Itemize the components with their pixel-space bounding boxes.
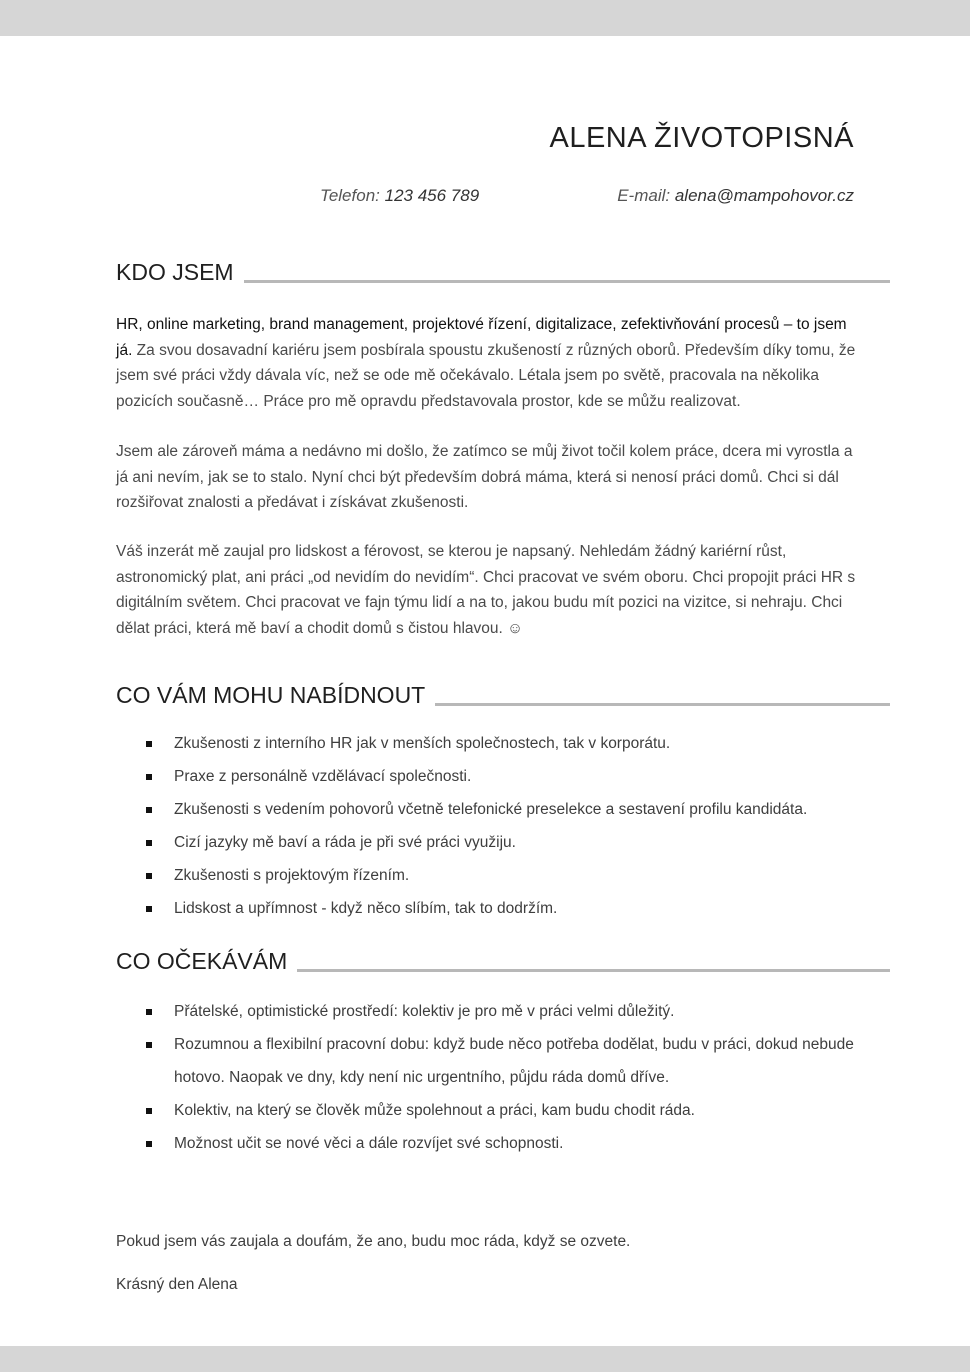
section-about: [116, 255, 890, 289]
list-item: Lidskost a upřímnost - když něco slíbím, tak to dodržím.: [116, 892, 876, 925]
list-item: Praxe z personálně vzdělávací společnosti.: [116, 760, 876, 793]
list-item: Možnost učit se nové věci a dále rozvíjet své schopnosti.: [116, 1127, 876, 1160]
section-title-expect: CO OČEKÁVÁM: [116, 944, 297, 978]
about-rest: Za svou dosavadní kariéru jsem posbírala spoustu zkušeností z různých oborů. Především díky tomu, že jsem své práci vždy dávala víc, než se ode mě očekávalo. Létala jsem po světě, pracovala na několika pozicích současně… Práce pro mě opravdu představovala prostor, kde se můžu realizovat.: [116, 341, 856, 410]
candidate-name: ALENA ŽIVOTOPISNÁ: [549, 122, 854, 154]
about-paragraph-3: Váš inzerát mě zaujal pro lidskost a férovost, se kterou je napsaný. Nehledám žádný kariérní růst, astronomický plat, ani práci „od nevidím do nevidím“. Chci pracovat ve svém oboru. Chci propojit práci HR s digitálním světem. Chci pracovat ve fajn týmu lidí a na to, jakou budu mít pozici na vizitce, si nehraju. Chci dělat práci, která mě baví a chodit domů s čistou hlavou. ☺: [116, 543, 856, 637]
list-item: Kolektiv, na který se člověk může spolehnout a práci, kam budu chodit ráda.: [116, 1094, 876, 1127]
email-value[interactable]: alena@mampohovor.cz: [674, 186, 854, 205]
section-expect: [116, 944, 890, 978]
bullet-icon: [146, 774, 152, 780]
page-bottom-band: [0, 1346, 970, 1372]
bullet-icon: [146, 1009, 152, 1015]
list-item: Rozumnou a flexibilní pracovní dobu: když bude něco potřeba dodělat, budu v práci, dokud nebude hotovo. Naopak ve dny, kdy není nic urgentního, půjdu ráda domů dříve.: [116, 1028, 876, 1094]
page-top-band: [0, 0, 970, 36]
contact-phone: [320, 186, 479, 206]
bullet-icon: [146, 873, 152, 879]
phone-label: Telefon:: [320, 186, 380, 205]
section-offer: [116, 678, 890, 712]
phone-value: 123 456 789: [384, 186, 480, 205]
email-label: E-mail:: [617, 186, 671, 205]
expect-list: [116, 995, 876, 1160]
bullet-icon: [146, 906, 152, 912]
bullet-icon: [146, 840, 152, 846]
list-item: Zkušenosti s projektovým řízením.: [116, 859, 876, 892]
list-item: Přátelské, optimistické prostředí: kolektiv je pro mě v práci velmi důležitý.: [116, 995, 876, 1028]
bullet-icon: [146, 1042, 152, 1048]
bullet-icon: [146, 807, 152, 813]
contact-email: [617, 186, 854, 206]
about-lead: HR, online marketing, brand management, projektové řízení, digitalizace, zefektivňování procesů – to jsem já.: [116, 316, 847, 359]
about-paragraph-2: Jsem ale zároveň máma a nedávno mi došlo, že zatímco se můj život točil kolem práce, dcera mi vyrostla a já ani nevím, jak se to stalo. Nyní chci být především dobrá máma, která si nenosí práci domů. Chci si dál rozšiřovat znalosti a předávat i získávat zkušenosti.: [116, 443, 853, 511]
offer-list: [116, 727, 876, 925]
bullet-icon: [146, 1108, 152, 1114]
list-item: Cizí jazyky mě baví a ráda je při své práci využiju.: [116, 826, 876, 859]
closing-line: Pokud jsem vás zaujala a doufám, že ano, budu moc ráda, když se ozvete.: [116, 1233, 631, 1250]
section-title-offer: CO VÁM MOHU NABÍDNOUT: [116, 678, 435, 712]
list-item: Zkušenosti z interního HR jak v menších společnostech, tak v korporátu.: [116, 727, 876, 760]
bullet-icon: [146, 741, 152, 747]
bullet-icon: [146, 1141, 152, 1147]
list-item: Zkušenosti s vedením pohovorů včetně telefonické preselekce a sestavení profilu kandidáta.: [116, 793, 876, 826]
signature: Krásný den Alena: [116, 1276, 238, 1293]
about-paragraph-1: [116, 312, 861, 414]
section-title-about: KDO JSEM: [116, 255, 244, 289]
